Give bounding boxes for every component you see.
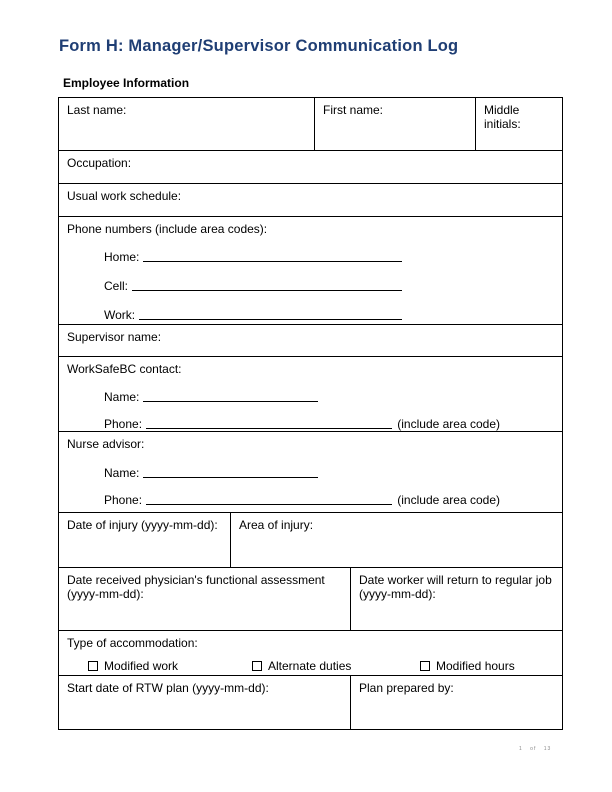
worksafebc-name-input-line[interactable] [143, 389, 318, 402]
table-row-names [59, 98, 562, 150]
worksafebc-phone-note: (include area code) [397, 417, 500, 431]
assessment-date-label-line2: (yyyy-mm-dd): [67, 587, 144, 601]
nurse-advisor-field [59, 432, 562, 512]
nurse-phone-line [104, 492, 500, 507]
nurse-phone-label: Phone: [104, 493, 143, 507]
phones-label: Phone numbers (include area codes): [67, 222, 268, 236]
worksafebc-name-label: Name: [104, 390, 140, 404]
worksafebc-name-line [104, 389, 318, 404]
first-name-field[interactable] [314, 98, 475, 150]
worksafebc-field [59, 357, 562, 431]
worksafebc-phone-label: Phone: [104, 417, 143, 431]
return-date-label-line2: (yyyy-mm-dd): [359, 587, 436, 601]
option-modified-hours-label: Modified hours [436, 659, 515, 673]
table-row-assessment [59, 567, 562, 630]
table-row-injury [59, 512, 562, 567]
work-phone-input-line[interactable] [139, 307, 402, 320]
home-phone-label: Home: [104, 250, 140, 264]
last-name-field[interactable] [59, 98, 314, 150]
nurse-name-line [104, 465, 318, 480]
nurse-advisor-label: Nurse advisor: [67, 437, 145, 451]
nurse-phone-note: (include area code) [397, 493, 500, 507]
option-alternate-duties-label: Alternate duties [268, 659, 352, 673]
injury-area-field[interactable] [230, 513, 562, 567]
middle-initials-field[interactable] [475, 98, 562, 150]
supervisor-field[interactable] [59, 325, 562, 356]
schedule-label: Usual work schedule: [67, 189, 182, 203]
worksafebc-phone-input-line[interactable] [146, 416, 392, 429]
worksafebc-phone-line [104, 416, 500, 431]
option-modified-work[interactable] [88, 659, 252, 673]
table-row-phones [59, 216, 562, 324]
table-row-nurse-advisor [59, 431, 562, 512]
work-phone-line [104, 307, 402, 322]
injury-area-label: Area of injury: [239, 518, 314, 532]
work-phone-label: Work: [104, 308, 136, 322]
occupation-label: Occupation: [67, 156, 132, 170]
worksafebc-label: WorkSafeBC contact: [67, 362, 182, 376]
section-heading-employee-information: Employee Information [63, 76, 190, 90]
nurse-phone-input-line[interactable] [146, 492, 392, 505]
cell-phone-input-line[interactable] [132, 278, 402, 291]
home-phone-line [104, 249, 402, 264]
table-row-supervisor [59, 324, 562, 356]
checkbox-modified-work[interactable] [88, 661, 98, 671]
accommodation-options [88, 659, 556, 673]
checkbox-modified-hours[interactable] [420, 661, 430, 671]
home-phone-input-line[interactable] [143, 249, 402, 262]
table-row-rtw [59, 675, 562, 729]
nurse-name-label: Name: [104, 466, 140, 480]
rtw-start-label: Start date of RTW plan (yyyy-mm-dd): [67, 681, 269, 695]
table-row-accommodation [59, 630, 562, 675]
table-row-worksafebc [59, 356, 562, 431]
middle-initials-label: Middle initials: [484, 103, 521, 131]
prepared-by-label: Plan prepared by: [359, 681, 454, 695]
page-number: 1 of 13 [519, 746, 552, 752]
injury-date-label: Date of injury (yyyy-mm-dd): [67, 518, 218, 532]
return-date-field[interactable] [350, 568, 562, 630]
prepared-by-field[interactable] [350, 676, 562, 729]
assessment-date-label-line1: Date received physician's functional assessment [67, 573, 325, 587]
table-row-schedule [59, 183, 562, 216]
nurse-name-input-line[interactable] [143, 465, 318, 478]
supervisor-label: Supervisor name: [67, 330, 162, 344]
page-title: Form H: Manager/Supervisor Communication Log [59, 37, 459, 55]
last-name-label: Last name: [67, 103, 127, 117]
employee-information-table [58, 97, 563, 730]
cell-phone-line [104, 278, 402, 293]
cell-phone-label: Cell: [104, 279, 129, 293]
schedule-field[interactable] [59, 184, 562, 216]
first-name-label: First name: [323, 103, 384, 117]
option-alternate-duties[interactable] [252, 659, 420, 673]
option-modified-hours[interactable] [420, 659, 515, 673]
return-date-label-line1: Date worker will return to regular job [359, 573, 552, 587]
table-row-occupation [59, 150, 562, 183]
injury-date-field[interactable] [59, 513, 230, 567]
rtw-start-field[interactable] [59, 676, 350, 729]
accommodation-field [59, 631, 562, 675]
phones-field [59, 217, 562, 324]
occupation-field[interactable] [59, 151, 562, 183]
assessment-date-field[interactable] [59, 568, 350, 630]
checkbox-alternate-duties[interactable] [252, 661, 262, 671]
option-modified-work-label: Modified work [104, 659, 179, 673]
accommodation-label: Type of accommodation: [67, 636, 198, 650]
